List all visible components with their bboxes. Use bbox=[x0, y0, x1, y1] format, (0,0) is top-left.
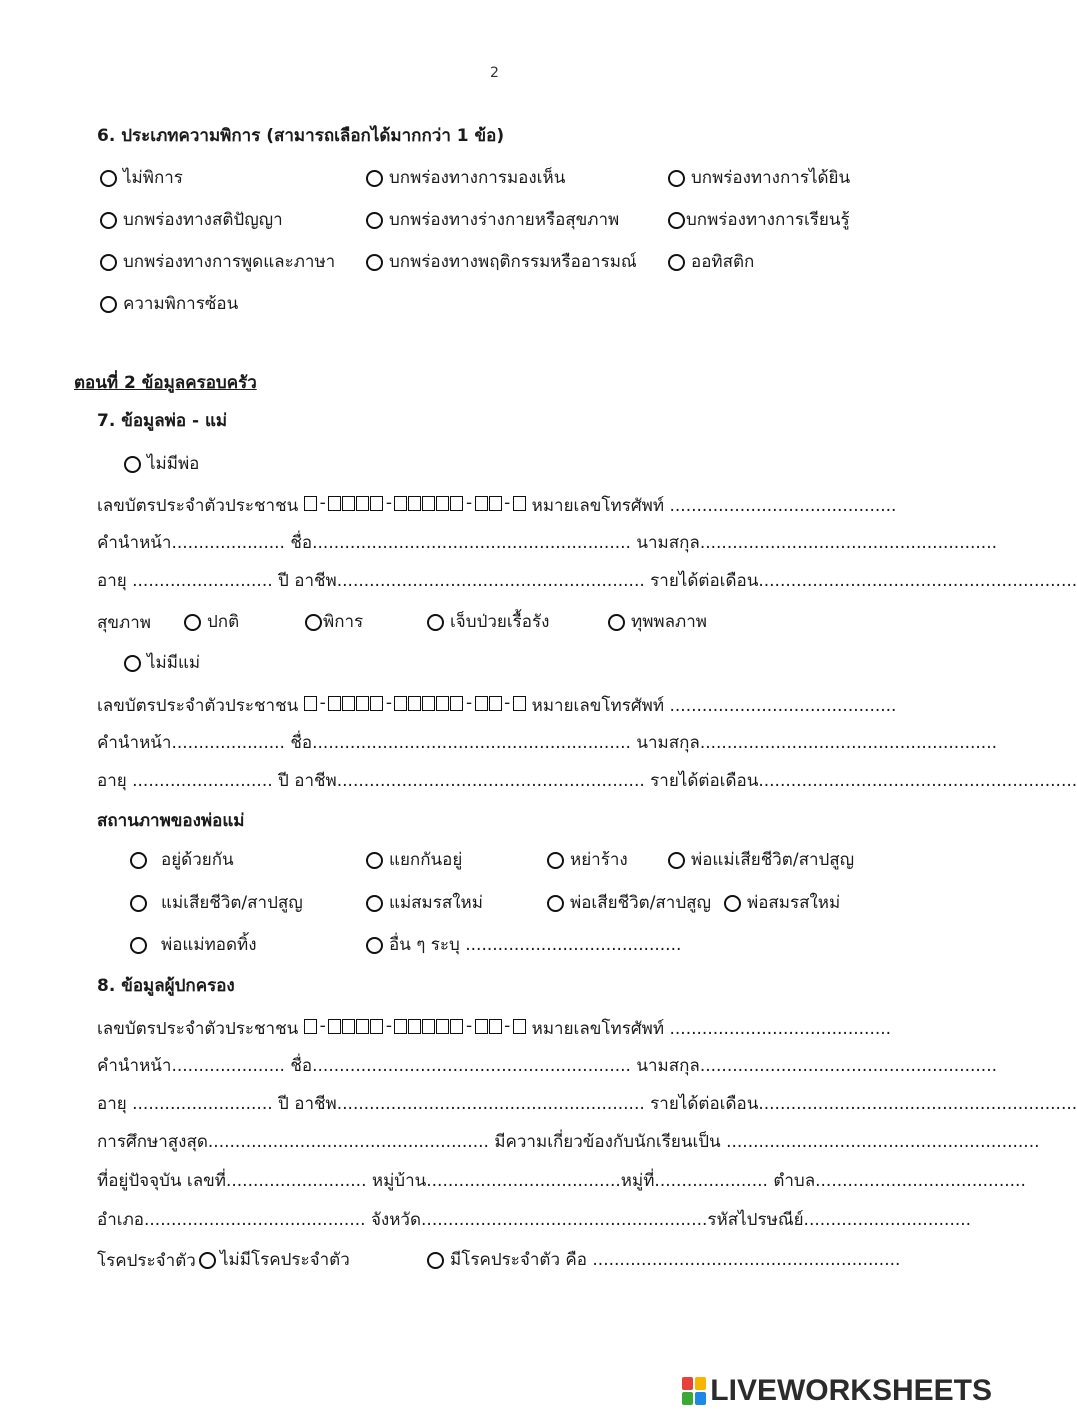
radio-icon[interactable] bbox=[100, 296, 117, 313]
radio-icon[interactable] bbox=[366, 937, 383, 954]
q6-option-no-disability[interactable]: ไม่พิการ bbox=[100, 170, 183, 187]
q6-option-multiple[interactable]: ความพิการซ้อน bbox=[100, 296, 238, 313]
moo-input[interactable]: ..................... bbox=[654, 1171, 768, 1191]
father-id-row: เลขบัตรประจำตัวประชาชน - - - - หมายเลขโทรศัพท์ .......................................... bbox=[97, 493, 897, 516]
mother-name-row: คำนำหน้า..................... ชื่อ........................................................... นามสกุล....................................................... bbox=[97, 733, 998, 753]
father-last-name-input[interactable]: ....................................................... bbox=[699, 533, 998, 553]
father-prefix-input[interactable]: ..................... bbox=[171, 533, 285, 553]
status-together[interactable]: อยู่ด้วยกัน bbox=[130, 852, 234, 869]
disease-label: โรคประจำตัว bbox=[97, 1251, 196, 1271]
father-name-row: คำนำหน้า..................... ชื่อ........................................................... นามสกุล....................................................... bbox=[97, 533, 998, 553]
part-2-title: ตอนที่ 2 ข้อมูลครอบครัว bbox=[74, 373, 257, 393]
liveworksheets-logo bbox=[682, 1376, 992, 1406]
father-occupation-input[interactable]: ......................................................... bbox=[336, 571, 645, 591]
logo-text: LIVEWORKSHEETS bbox=[710, 1374, 992, 1407]
mother-prefix-input[interactable]: ..................... bbox=[171, 733, 285, 753]
guardian-district-row: อำเภอ......................................... จังหวัด.....................................................รหัสไปรษณีย์............................... bbox=[97, 1210, 972, 1230]
address-number-input[interactable]: .......................... bbox=[225, 1171, 367, 1191]
q6-option-autism[interactable]: ออทิสติก bbox=[668, 254, 754, 271]
postcode-input[interactable]: ............................... bbox=[803, 1210, 972, 1230]
guardian-relation-input[interactable]: .......................................................... bbox=[726, 1132, 1040, 1152]
no-father-option[interactable]: ไม่มีพ่อ bbox=[124, 456, 199, 473]
radio-icon[interactable] bbox=[124, 456, 141, 473]
radio-icon[interactable] bbox=[184, 614, 201, 631]
logo-square-yellow bbox=[695, 1377, 706, 1390]
mother-income-input[interactable]: ........................................................... bbox=[758, 771, 1077, 791]
father-id-input[interactable]: - - - - bbox=[304, 495, 527, 512]
radio-icon[interactable] bbox=[724, 895, 741, 912]
father-income-input[interactable]: ........................................................... bbox=[758, 571, 1077, 591]
radio-icon[interactable] bbox=[130, 895, 147, 912]
guardian-last-name-input[interactable]: ....................................................... bbox=[699, 1056, 998, 1076]
radio-icon[interactable] bbox=[305, 614, 322, 631]
no-disease-option[interactable]: ไม่มีโรคประจำตัว bbox=[199, 1252, 350, 1269]
radio-icon[interactable] bbox=[199, 1252, 216, 1269]
logo-square-green bbox=[682, 1392, 693, 1405]
guardian-id-row: เลขบัตรประจำตัวประชาชน - - - - หมายเลขโทรศัพท์ ......................................... bbox=[97, 1016, 892, 1039]
radio-icon[interactable] bbox=[130, 852, 147, 869]
logo-square-red bbox=[682, 1377, 693, 1390]
radio-icon[interactable] bbox=[366, 852, 383, 869]
father-age-row: อายุ .......................... ปี อาชีพ......................................................... รายได้ต่อเดือน........................................................... bbox=[97, 571, 1077, 591]
guardian-income-input[interactable]: ........................................................... bbox=[758, 1094, 1077, 1114]
status-mother-remarried[interactable]: แม่สมรสใหม่ bbox=[366, 895, 483, 912]
father-health-label: สุขภาพ bbox=[97, 613, 151, 633]
radio-icon[interactable] bbox=[668, 852, 685, 869]
radio-icon[interactable] bbox=[366, 170, 383, 187]
status-abandoned[interactable]: พ่อแม่ทอดทิ้ง bbox=[130, 937, 257, 954]
district-input[interactable]: ......................................... bbox=[143, 1210, 366, 1230]
father-health-disabled[interactable]: พิการ bbox=[305, 614, 363, 631]
status-both-deceased[interactable]: พ่อแม่เสียชีวิต/สาปสูญ bbox=[668, 852, 854, 869]
guardian-age-row: อายุ .......................... ปี อาชีพ......................................................... รายได้ต่อเดือน........................................................... bbox=[97, 1094, 1077, 1114]
guardian-age-input[interactable]: .......................... bbox=[132, 1094, 273, 1114]
mother-id-row: เลขบัตรประจำตัวประชาชน - - - - หมายเลขโทรศัพท์ .......................................... bbox=[97, 693, 897, 716]
guardian-address-row: ที่อยู่ปัจจุบัน เลขที่.......................... หมู่บ้าน....................................หมู่ที่..................... ตำบล....................................... bbox=[97, 1171, 1026, 1191]
radio-icon[interactable] bbox=[427, 614, 444, 631]
guardian-occupation-input[interactable]: ......................................................... bbox=[336, 1094, 645, 1114]
status-father-remarried[interactable]: พ่อสมรสใหม่ bbox=[724, 895, 840, 912]
radio-icon[interactable] bbox=[130, 937, 147, 954]
radio-icon[interactable] bbox=[100, 170, 117, 187]
status-separated[interactable]: แยกกันอยู่ bbox=[366, 852, 462, 869]
father-age-input[interactable]: .......................... bbox=[132, 571, 273, 591]
page-number: 2 bbox=[490, 65, 499, 81]
father-first-name-input[interactable]: ........................................................... bbox=[312, 533, 631, 553]
radio-icon[interactable] bbox=[427, 1252, 444, 1269]
guardian-phone-input[interactable]: ......................................... bbox=[669, 1019, 892, 1039]
radio-icon[interactable] bbox=[668, 212, 685, 229]
mother-age-row: อายุ .......................... ปี อาชีพ......................................................... รายได้ต่อเดือน........................................................... bbox=[97, 771, 1077, 791]
q6-option-speech-language[interactable]: บกพร่องทางการพูดและภาษา bbox=[100, 254, 335, 271]
radio-icon[interactable] bbox=[100, 254, 117, 271]
father-health-chronic[interactable]: เจ็บป่วยเรื้อรัง bbox=[427, 614, 549, 631]
radio-icon[interactable] bbox=[366, 895, 383, 912]
q6-option-visual[interactable]: บกพร่องทางการมองเห็น bbox=[366, 170, 565, 187]
father-health-normal[interactable]: ปกติ bbox=[184, 614, 239, 631]
mother-occupation-input[interactable]: ......................................................... bbox=[336, 771, 645, 791]
subdistrict-input[interactable]: ....................................... bbox=[815, 1171, 1026, 1191]
question-7-title: 7. ข้อมูลพ่อ - แม่ bbox=[97, 411, 228, 431]
status-other[interactable]: อื่น ๆ ระบุ ........................................ bbox=[366, 937, 681, 954]
parents-status-title: สถานภาพของพ่อแม่ bbox=[97, 811, 245, 831]
guardian-prefix-input[interactable]: ..................... bbox=[171, 1056, 285, 1076]
radio-icon[interactable] bbox=[124, 655, 141, 672]
q6-option-learning[interactable]: บกพร่องทางการเรียนรู้ bbox=[668, 212, 850, 229]
guardian-name-row: คำนำหน้า..................... ชื่อ........................................................... นามสกุล....................................................... bbox=[97, 1056, 998, 1076]
mother-last-name-input[interactable]: ....................................................... bbox=[699, 733, 998, 753]
province-input[interactable]: ..................................................... bbox=[421, 1210, 708, 1230]
radio-icon[interactable] bbox=[547, 852, 564, 869]
village-input[interactable]: .................................... bbox=[426, 1171, 621, 1191]
guardian-first-name-input[interactable]: ........................................................... bbox=[312, 1056, 631, 1076]
mother-id-input[interactable]: - - - - bbox=[304, 695, 527, 712]
father-health-invalid[interactable]: ทุพพลภาพ bbox=[608, 614, 707, 631]
question-8-title: 8. ข้อมูลผู้ปกครอง bbox=[97, 976, 235, 996]
has-disease-option[interactable]: มีโรคประจำตัว คือ ......................................................... bbox=[427, 1252, 900, 1269]
mother-first-name-input[interactable]: ........................................................... bbox=[312, 733, 631, 753]
radio-icon[interactable] bbox=[608, 614, 625, 631]
guardian-id-input[interactable]: - - - - bbox=[304, 1018, 527, 1035]
logo-square-blue bbox=[695, 1392, 706, 1405]
q6-option-behavior-emotion[interactable]: บกพร่องทางพฤติกรรมหรืออารมณ์ bbox=[366, 254, 637, 271]
radio-icon[interactable] bbox=[668, 170, 685, 187]
status-other-input[interactable]: ........................................ bbox=[465, 935, 682, 955]
logo-icon bbox=[682, 1377, 706, 1405]
guardian-education-row: การศึกษาสูงสุด.................................................... มีความเกี่ยวข้องกับนักเรียนเป็น .......................................................... bbox=[97, 1132, 1040, 1152]
mother-phone-input[interactable]: .......................................... bbox=[669, 696, 897, 716]
radio-icon[interactable] bbox=[547, 895, 564, 912]
q6-option-hearing[interactable]: บกพร่องทางการได้ยิน bbox=[668, 170, 850, 187]
status-father-deceased[interactable]: พ่อเสียชีวิต/สาปสูญ bbox=[547, 895, 711, 912]
q6-option-physical-health[interactable]: บกพร่องทางร่างกายหรือสุขภาพ bbox=[366, 212, 619, 229]
guardian-education-input[interactable]: .................................................... bbox=[207, 1132, 489, 1152]
mother-age-input[interactable]: .......................... bbox=[132, 771, 273, 791]
radio-icon[interactable] bbox=[100, 212, 117, 229]
radio-icon[interactable] bbox=[366, 254, 383, 271]
q6-option-intellectual[interactable]: บกพร่องทางสติปัญญา bbox=[100, 212, 283, 229]
status-mother-deceased[interactable]: แม่เสียชีวิต/สาปสูญ bbox=[130, 895, 303, 912]
question-6-title: 6. ประเภทความพิการ (สามารถเลือกได้มากกว่า 1 ข้อ) bbox=[97, 126, 505, 146]
disease-input[interactable]: ......................................................... bbox=[592, 1250, 901, 1270]
no-mother-option[interactable]: ไม่มีแม่ bbox=[124, 655, 200, 672]
status-divorced[interactable]: หย่าร้าง bbox=[547, 852, 628, 869]
radio-icon[interactable] bbox=[366, 212, 383, 229]
father-phone-input[interactable]: .......................................... bbox=[669, 496, 897, 516]
radio-icon[interactable] bbox=[668, 254, 685, 271]
